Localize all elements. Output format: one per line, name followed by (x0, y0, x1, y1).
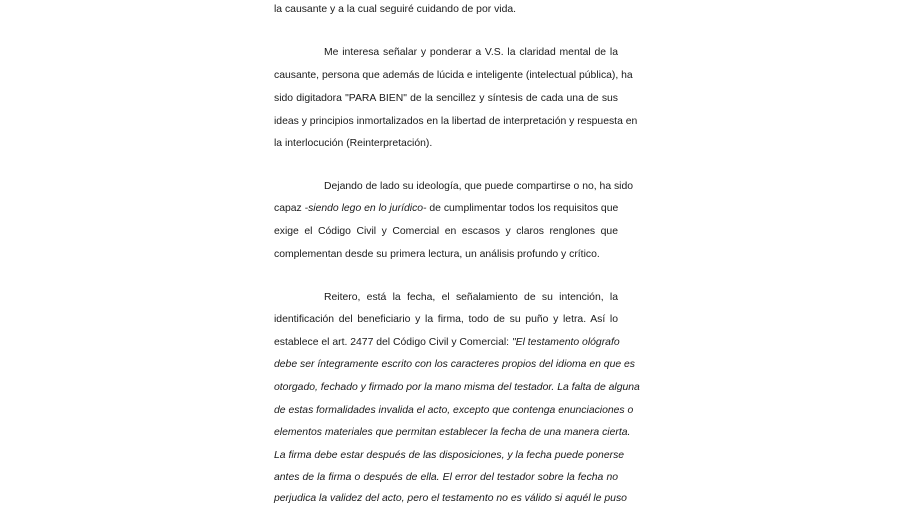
text-line: debe ser íntegramente escrito con los caracteres propios del idioma en que es (274, 359, 635, 370)
text-line: sido digitadora "PARA BIEN" de la sencillez y síntesis de cada una de sus (274, 93, 618, 104)
text-line: perjudica la validez del acto, pero el testamento no es válido si aquél le puso (274, 493, 627, 504)
text-line: de estas formalidades invalida el acto, excepto que contenga enunciaciones o (274, 405, 634, 416)
text-line: la causante y a la cual seguiré cuidando de por vida. (274, 4, 517, 15)
text-line: otorgado, fechado y firmado por la mano misma del testador. La falta de alguna (274, 382, 640, 393)
text-line: elementos materiales que permitan establecer la fecha de una manera cierta. (274, 427, 631, 438)
text-line: Reitero, está la fecha, el señalamiento de su intención, la (324, 292, 618, 303)
text-line: capaz -siendo lego en lo jurídico- de cumplimentar todos los requisitos que (274, 203, 619, 214)
text-line: exige el Código Civil y Comercial en escasos y claros renglones que (274, 226, 618, 237)
text-line: Me interesa señalar y ponderar a V.S. la claridad mental de la (324, 47, 618, 58)
text-line: Dejando de lado su ideología, que puede compartirse o no, ha sido (324, 181, 634, 192)
text-line: la interlocución (Reinterpretación). (274, 138, 433, 149)
text-line: causante, persona que además de lúcida e inteligente (intelectual pública), ha (274, 70, 633, 81)
text-line: antes de la firma o después de ella. El error del testador sobre la fecha no (274, 472, 618, 483)
text-line: establece el art. 2477 del Código Civil y Comercial: "El testamento ológrafo (274, 337, 620, 348)
text-line: identificación del beneficiario y la firma, todo de su puño y letra. Así lo (274, 314, 618, 325)
text-line: La firma debe estar después de las disposiciones, y la fecha puede ponerse (274, 450, 625, 461)
text-line: ideas y principios inmortalizados en la libertad de interpretación y respuesta en (274, 116, 638, 127)
text-line: complementan desde su primera lectura, un análisis profundo y crítico. (274, 249, 600, 260)
